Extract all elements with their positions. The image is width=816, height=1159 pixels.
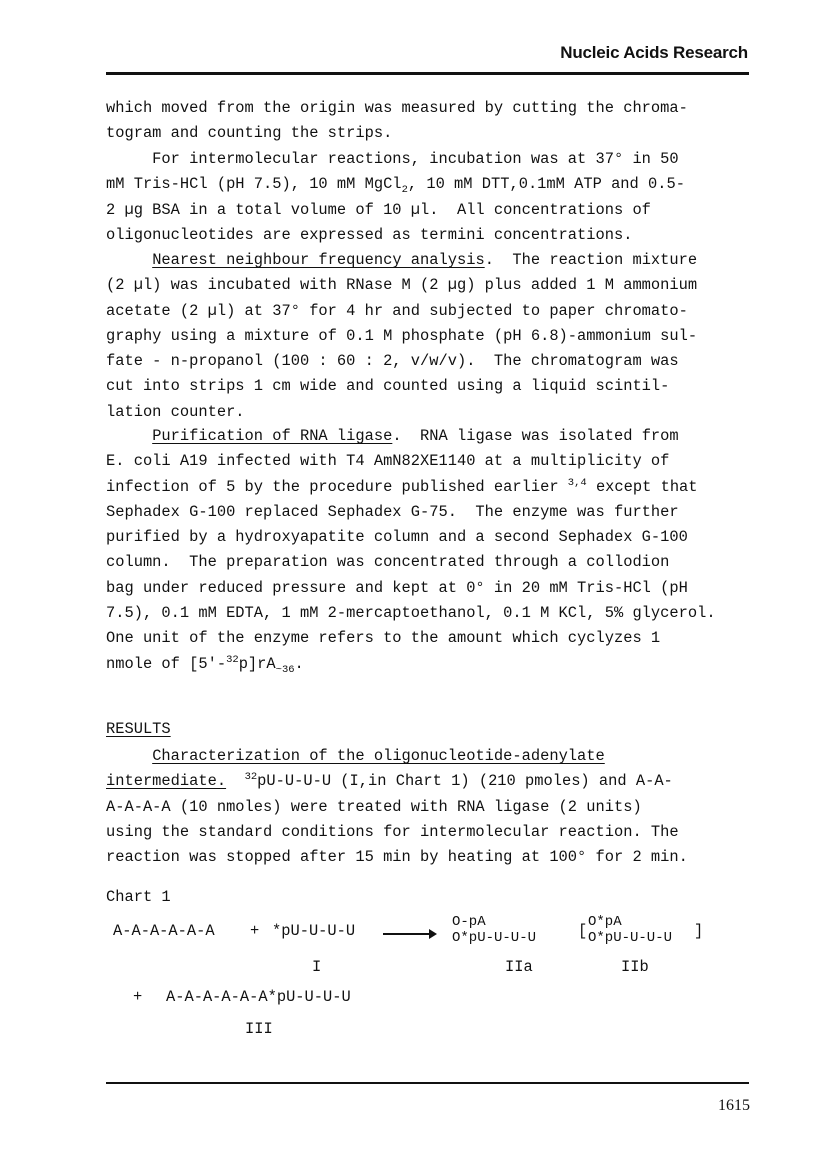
paragraph-purification — [106, 424, 746, 677]
text-line: , 10 mM DTT,0.1mM ATP and 0.5- — [407, 175, 685, 194]
text-line: mM Tris-HCl (pH 7.5), 10 mM MgCl — [106, 175, 402, 194]
text-line: nmole of [5'- — [106, 654, 227, 673]
text-line: A-A-A-A (10 nmoles) were treated with RNA ligase (2 units) — [106, 797, 642, 816]
results-heading: RESULTS — [106, 720, 171, 738]
header-rule — [106, 72, 749, 75]
footer-rule — [106, 1082, 749, 1084]
text-line: pU-U-U-U (I,in Chart 1) (210 pmoles) and A-A- — [257, 772, 673, 791]
text-line: column. The preparation was concentrated through a collodion — [106, 553, 670, 572]
text-line: infection of 5 by the procedure published earlier — [106, 477, 568, 496]
text-line: using the standard conditions for intermolecular reaction. The — [106, 822, 679, 841]
text-line: which moved from the origin was measured by cutting the chroma- — [106, 99, 688, 117]
IIa-top: O-pA — [452, 914, 486, 930]
subheading-purification: Purification of RNA ligase — [152, 427, 393, 445]
subheading-nearest-neighbour: Nearest neighbour frequency analysis — [152, 251, 485, 269]
text-line: 2 µg BSA in a total volume of 10 µl. All concentrations of — [106, 200, 651, 219]
text-line: One unit of the enzyme refers to the amount which cyclyzes 1 — [106, 629, 661, 648]
superscript: 32 — [226, 653, 239, 666]
text-line: For intermolecular reactions, incubation was at 37° in 50 — [106, 150, 679, 168]
text-line: togram and counting the strips. — [106, 124, 393, 143]
text-line: (2 µl) was incubated with RNase M (2 µg) plus added 1 M ammonium — [106, 276, 698, 295]
text-line: acetate (2 µl) at 37° for 4 hr and subjected to paper chromato- — [106, 301, 688, 320]
IIb-top: O*pA — [588, 914, 622, 930]
label-IIb: IIb — [621, 958, 649, 976]
text-line: oligonucleotides are expressed as termini concentrations. — [106, 225, 633, 244]
superscript: 32 — [244, 771, 258, 784]
text-line: E. coli A19 infected with T4 AmN82XE1140 at a multiplicity of — [106, 452, 670, 471]
text-line: purified by a hydroxyapatite column and a second Sephadex G-100 — [106, 528, 688, 547]
text-line: . RNA ligase was isolated from — [392, 427, 679, 445]
plus-sign: + — [133, 988, 143, 1006]
text-line: lation counter. — [106, 402, 245, 421]
text-line: reaction was stopped after 15 min by heating at 100° for 2 min. — [106, 848, 688, 867]
IIb-open-bracket: [ — [578, 922, 588, 940]
IIb-close-bracket: ] — [694, 922, 704, 940]
subheading-characterization-cont: intermediate. — [106, 772, 227, 791]
text-line: p]rA — [238, 654, 276, 673]
label-IIa: IIa — [505, 958, 533, 976]
citation-ref: 3,4 — [567, 476, 587, 489]
text-line: . The reaction mixture — [484, 251, 698, 269]
reactant-pu-tetramer: *pU-U-U-U — [272, 922, 356, 940]
reaction-arrow — [383, 933, 435, 935]
IIb-bottom: O*pU-U-U-U — [588, 930, 673, 946]
text-line: bag under reduced pressure and kept at 0° in 20 mM Tris-HCl (pH — [106, 578, 688, 597]
paragraph-nearest-neighbour — [106, 248, 746, 425]
subscript: 2 — [401, 184, 408, 197]
subscript: ~36 — [275, 663, 295, 676]
text-line: except that — [586, 477, 698, 496]
paragraph-results — [106, 744, 746, 870]
paragraph-intermolecular — [106, 147, 746, 248]
subheading-characterization: Characterization of the oligonucleotide-adenylate — [152, 747, 605, 765]
text-line: 7.5), 0.1 mM EDTA, 1 mM 2-mercaptoethanol, 0.1 M KCl, 5% glycerol. — [106, 604, 716, 623]
text-line: fate - n-propanol (100 : 60 : 2, v/w/v). The chromatogram was — [106, 352, 679, 371]
label-III: III — [245, 1020, 273, 1038]
text-line: Sephadex G-100 replaced Sephadex G-75. The enzyme was further — [106, 502, 679, 521]
text-line: . — [294, 654, 304, 673]
text-line: cut into strips 1 cm wide and counted using a liquid scintil- — [106, 377, 670, 396]
label-I: I — [312, 958, 322, 976]
journal-title: Nucleic Acids Research — [560, 43, 748, 62]
IIa-bottom: O*pU-U-U-U — [452, 930, 537, 946]
chart-title: Chart 1 — [106, 888, 171, 906]
reactant-hexa-a: A-A-A-A-A-A — [113, 922, 215, 940]
plus-sign: + — [250, 922, 260, 940]
paragraph-methods-continuation — [106, 96, 746, 147]
product-III: A-A-A-A-A-A*pU-U-U-U — [166, 988, 351, 1006]
page-number: 1615 — [718, 1097, 750, 1114]
text-line: graphy using a mixture of 0.1 M phosphate (pH 6.8)-ammonium sul- — [106, 326, 698, 345]
